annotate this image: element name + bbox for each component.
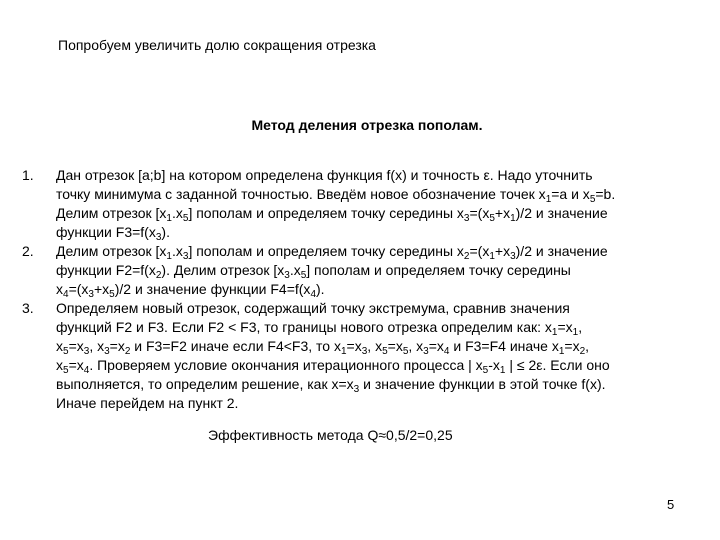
step-line: точку минимума с заданной точностью. Введём новое обозначение точек $x_1=a$ и $x_5=b$. [56,186,616,205]
step-line: функций F2 и F3. Если F2 < F3, то границы нового отрезка определим как: $x_1=x_1$, [56,319,583,338]
step-line: функции $F2=f(x_2)$. Делим отрезок $[x_3.x_5]$ пополам и определяем точку середины [56,262,571,281]
step-body [56,242,702,299]
step-body [56,299,702,413]
step-line: Иначе перейдем на пункт 2. [56,395,239,411]
step-line: $x_5=x_3$, $x_3=x_2$ и F3=F2 иначе если F4<F3, то $x_1=x_3$, $x_5=x_5$, $x_3=x_4$ и F3=F4 иначе $x_1=x_2$, [56,338,590,357]
page-number: 5 [667,497,675,512]
steps-list [22,166,702,413]
efficiency-text: Эффективность метода Q≈0,5/2=0,25 [208,427,453,443]
step-1 [22,166,702,242]
step-line: Дан отрезок [a;b] на котором определена функция f(x) и точность ε. Надо уточнить [56,167,593,183]
step-3 [22,299,702,413]
step-number: 1. [22,167,34,183]
intro-text: Попробуем увеличить долю сокращения отрезка [58,37,376,53]
step-line: Делим отрезок $[x_1.x_5]$ пополам и определяем точку середины $x_3=(x_5+x_1)/2$ и значение [56,205,608,224]
step-body [56,166,702,242]
step-line: Делим отрезок $[x_1.x_3]$ пополам и определяем точку середины $x_2=(x_1+x_3)/2$ и значение [56,243,608,262]
step-line: Определяем новый отрезок, содержащий точку экстремума, сравнив значения [56,300,570,316]
step-line: $x_5=x_4$. Проверяем условие окончания итерационного процесса | $x_5-x_1$ | ≤ 2ε. Если оно [56,357,610,376]
section-heading: Метод деления отрезка пополам. [251,117,483,133]
step-2 [22,242,702,299]
step-line: функции $F3=f(x_3)$. [56,224,170,243]
step-line: $x_4=(x_3+x_5)/2$ и значение функции $F4=f(x_4)$. [56,281,325,300]
step-number: 2. [22,243,34,259]
step-number: 3. [22,300,34,316]
step-line: выполняется, то определим решение, как $x=x_3$ и значение функции в этой точке f(x). [56,376,606,395]
